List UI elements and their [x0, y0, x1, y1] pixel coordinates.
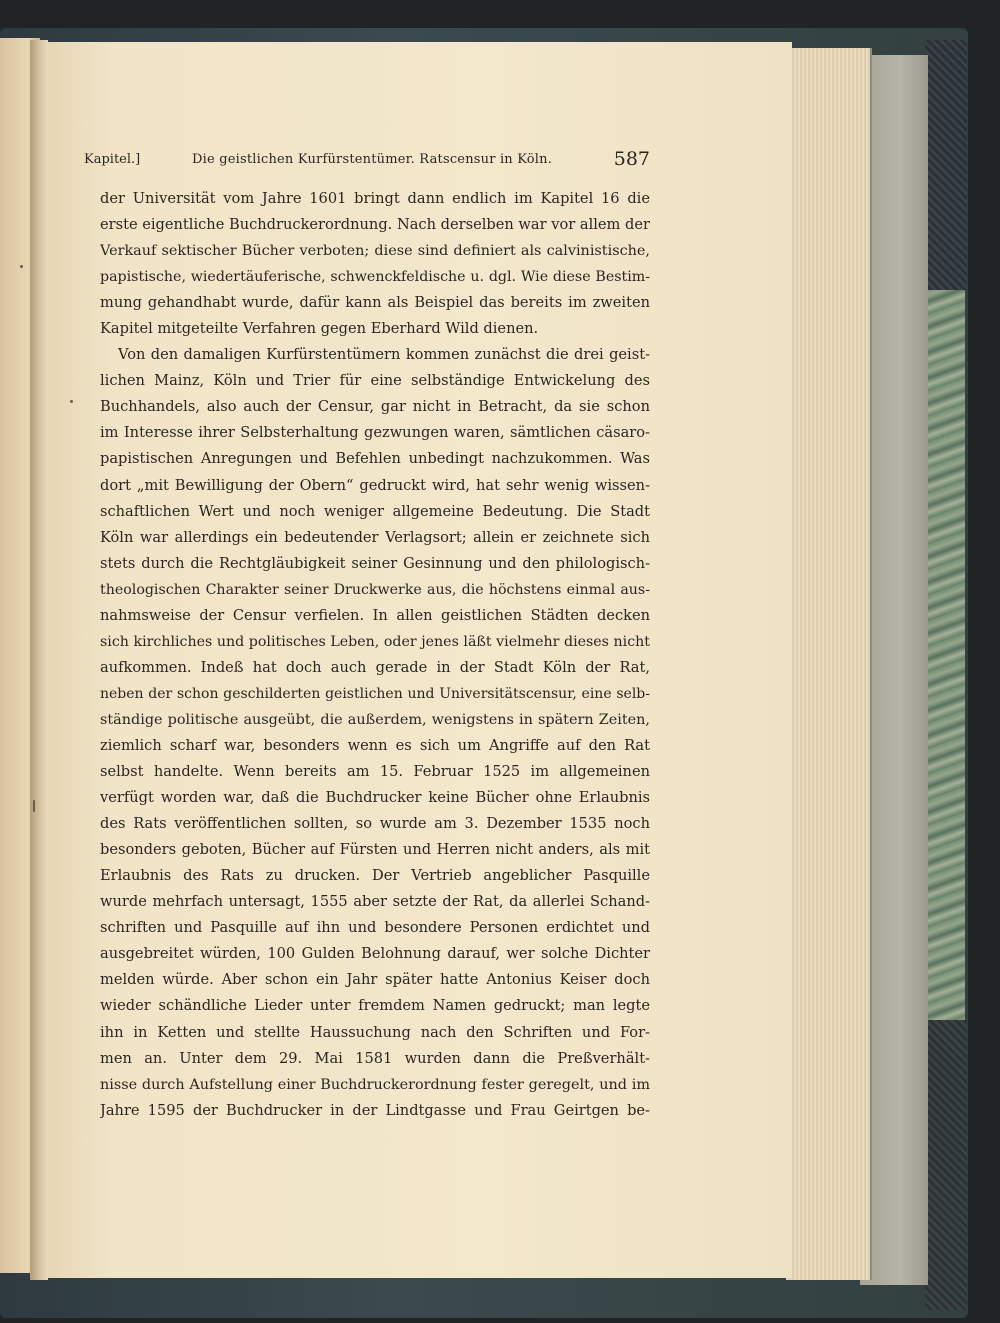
- text-line: der Universität vom Jahre 1601 bringt dann endlich im Kapitel 16 die: [100, 190, 650, 207]
- page-edges: [786, 48, 872, 1280]
- text-line: ziemlich scharf war, besonders wenn es sich um Angriffe auf den Rat: [100, 736, 650, 754]
- text-line: theologischen Charakter seiner Druckwerke aus, die höchstens einmal aus-: [100, 581, 650, 598]
- text-line: ausgebreitet würden, 100 Gulden Belohnung darauf, wer solche Dichter: [100, 945, 650, 963]
- text-line: men an. Unter dem 29. Mai 1581 wurden dann die Preßverhält-: [100, 1049, 650, 1067]
- text-line: verfügt worden war, daß die Buchdrucker keine Bücher ohne Erlaubnis: [100, 789, 650, 807]
- text-line: stets durch die Rechtgläubigkeit seiner Gesinnung und den philologisch-: [100, 554, 650, 572]
- text-line: Verkauf sektischer Bücher verboten; diese sind definiert als calvinistische,: [100, 243, 650, 260]
- text-line: wurde mehrfach untersagt, 1555 aber setzte der Rat, da allerlei Schand-: [100, 893, 650, 911]
- page-number: 587: [613, 148, 650, 170]
- text-line: papistische, wiedertäuferische, schwenckfeldische u. dgl. Wie diese Bestim-: [100, 269, 650, 286]
- text-line: sich kirchliches und politisches Leben, oder jenes läßt vielmehr dieses nicht: [100, 633, 650, 650]
- paper-speck: [70, 400, 73, 403]
- text-line: besonders geboten, Bücher auf Fürsten und Herren nicht anders, als mit: [100, 841, 650, 859]
- body-text: [100, 186, 650, 1124]
- running-header: [84, 148, 650, 174]
- text-line: des Rats veröffentlichen sollten, so wurde am 3. Dezember 1535 noch: [100, 815, 650, 833]
- text-line: Kapitel mitgeteilte Verfahren gegen Eberhard Wild dienen.: [100, 320, 539, 338]
- text-line: lichen Mainz, Köln und Trier für eine selbständige Entwickelung des: [100, 372, 650, 390]
- text-line: neben der schon geschilderten geistlichen und Universitätscensur, eine selb-: [100, 685, 650, 702]
- header-title: Die geistlichen Kurfürstentümer. Ratscensur in Köln.: [192, 152, 553, 167]
- cover-corner-bottom: [925, 1020, 967, 1310]
- text-line: schriften und Pasquille auf ihn und besondere Personen erdichtet und: [100, 919, 650, 937]
- text-line: nahmsweise der Censur verfielen. In allen geistlichen Städten decken: [100, 606, 650, 624]
- text-line: wieder schändliche Lieder unter fremdem Namen gedruckt; man legte: [100, 997, 650, 1015]
- gutter-shadow: [30, 40, 48, 1280]
- text-line: selbst handelte. Wenn bereits am 15. Februar 1525 im allgemeinen: [100, 763, 650, 781]
- text-line: Erlaubnis des Rats zu drucken. Der Vertrieb angeblicher Pasquille: [100, 867, 650, 885]
- text-line: ständige politische ausgeübt, die außerdem, wenigstens in spätern Zeiten,: [100, 711, 650, 728]
- text-line: erste eigentliche Buchdruckerordnung. Nach derselben war vor allem der: [100, 216, 650, 234]
- text-line: Buchhandels, also auch der Censur, gar nicht in Betracht, da sie schon: [100, 398, 650, 416]
- text-line: nisse durch Aufstellung einer Buchdruckerordnung fester geregelt, und im: [100, 1076, 650, 1093]
- text-line: schaftlichen Wert und noch weniger allgemeine Bedeutung. Die Stadt: [100, 502, 650, 520]
- text-line: Jahre 1595 der Buchdrucker in der Lindtgasse und Frau Geirtgen be-: [100, 1101, 650, 1119]
- text-line: melden würde. Aber schon ein Jahr später hatte Antonius Keiser doch: [100, 971, 650, 989]
- text-line: dort „mit Bewilligung der Obern“ gedruckt wird, hat sehr wenig wissen-: [100, 476, 650, 494]
- text-line: aufkommen. Indeß hat doch auch gerade in der Stadt Köln der Rat,: [100, 658, 650, 676]
- paper-speck: [33, 800, 35, 812]
- text-line: mung gehandhabt wurde, dafür kann als Beispiel das bereits im zweiten: [100, 294, 650, 312]
- paper-speck: [20, 265, 23, 268]
- text-line: Köln war allerdings ein bedeutender Verlagsort; allein er zeichnete sich: [100, 528, 650, 546]
- text-line: ihn in Ketten und stellte Haussuchung nach den Schriften und For-: [100, 1023, 650, 1041]
- marbled-cover-edge: [925, 290, 965, 1020]
- header-chapter: Kapitel.]: [84, 152, 141, 167]
- text-line: im Interesse ihrer Selbsterhaltung gezwungen waren, sämtlichen cäsaro-: [100, 424, 650, 442]
- cover-corner-top: [925, 40, 967, 290]
- text-line: Von den damaligen Kurfürstentümern kommen zunächst die drei geist-: [118, 346, 650, 364]
- text-line: papistischen Anregungen und Befehlen unbedingt nachzukommen. Was: [100, 450, 650, 468]
